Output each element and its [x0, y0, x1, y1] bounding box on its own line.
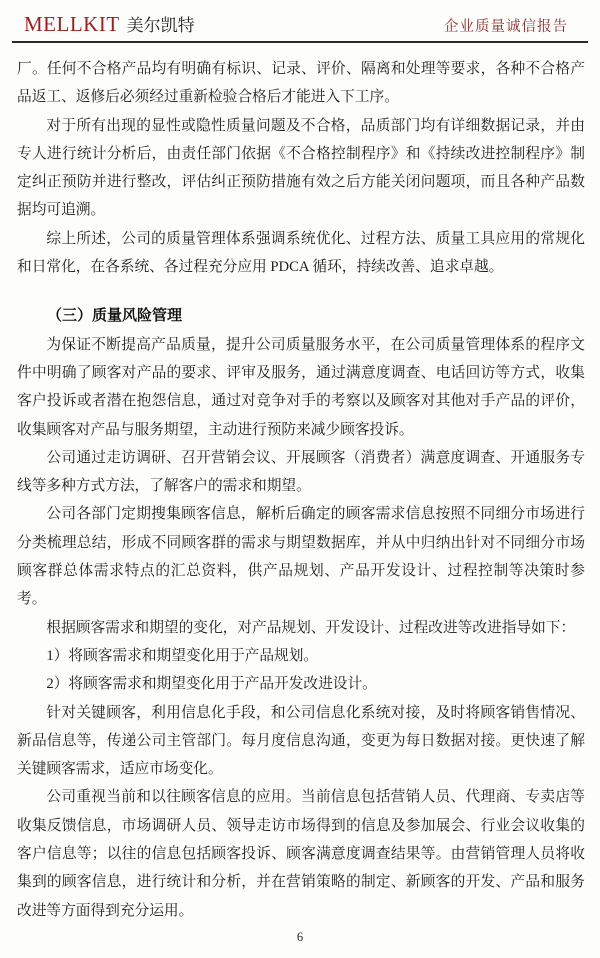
page-footer — [0, 930, 600, 945]
brand-name-chinese: 美尔凯特 — [126, 16, 195, 35]
brand-logo-text: MELLKIT — [24, 12, 120, 36]
section-heading: （三）质量风险管理 — [47, 308, 183, 325]
brand — [24, 11, 195, 37]
paragraph: 针对关键顾客，利用信息化手段，和公司信息化系统对接，及时将顾客销售情况、新品信息等，传递公司主管部门。每月度信息沟通，变更为每日数据对接。更快速了解关键顾客需求，适应市场变化。 — [17, 704, 585, 778]
paragraph: 公司重视当前和以往顾客信息的应用。当前信息包括营销人员、代理商、专卖店等收集反馈信息，市场调研人员、领导走访市场得到的信息及参加展会、行业会议收集的客户信息等；以往的信息包括顾客投诉、顾客满意度调查结果等。由营销管理人员将收集到的顾客信息，进行统计和分析，并在营销策略的制定、新顾客的开发、产品和服务改进等方面得到充分运用。 — [17, 789, 585, 919]
paragraph: 厂。任何不合格产品均有明确有标识、记录、评价、隔离和处理等要求，各种不合格产品返工、返修后必须经过重新检验合格后才能进入下工序。 — [17, 61, 585, 106]
paragraphs-after-section — [17, 331, 585, 925]
page-number: 6 — [296, 930, 304, 944]
paragraph: 根据顾客需求和期望的变化，对产品规划、开发设计、过程改进等改进指导如下： — [46, 619, 576, 636]
paragraph: 公司通过走访调研、召开营销会议、开展顾客（消费者）满意度调查、开通服务专线等多种方式方法，了解客户的需求和期望。 — [17, 449, 585, 495]
paragraph: 综上所述，公司的质量管理体系强调系统优化、过程方法、质量工具应用的常规化和日常化，在各系统、各过程充分应用 PDCA 循环，持续改善、追求卓越。 — [17, 230, 585, 276]
paragraph: 公司各部门定期搜集顾客信息，解析后确定的顾客需求信息按照不同细分市场进行分类梳理总结，形成不同顾客群的需求与期望数据库，并从中归纳出针对不同细分市场顾客群总体需求特点的汇总资料，供产品规划、产品开发设计、过程控制等决策时参考。 — [17, 506, 585, 608]
paragraph: 1）将顾客需求和期望变化用于产品规划。 — [46, 647, 319, 664]
document-body — [0, 43, 600, 925]
paragraph: 对于所有出现的显性或隐性质量问题及不合格，品质部门均有详细数据记录，并由专人进行统计分析后，由责任部门依据《不合格控制程序》和《持续改进控制程序》制定纠正预防并进行整改，评估纠正预防措施有效之后方能关闭问题项，而且各种产品数据均可追溯。 — [17, 117, 585, 219]
paragraph: 2）将顾客需求和期望变化用于产品开发改进设计。 — [46, 676, 377, 693]
report-title: 企业质量诚信报告 — [444, 19, 568, 35]
page-header — [0, 0, 600, 37]
paragraph: 为保证不断提高产品质量，提升公司质量服务水平，在公司质量管理体系的程序文件中明确了顾客对产品的要求、评审及服务，通过满意度调查、电话回访等方式，收集客户投诉或者潜在抱怨信息，通过对竞争对手的考察以及顾客对其他对手产品的评价，收集顾客对产品与服务期望，主动进行预防来减少顾客投诉。 — [17, 336, 585, 438]
paragraphs-before-section — [17, 55, 585, 281]
